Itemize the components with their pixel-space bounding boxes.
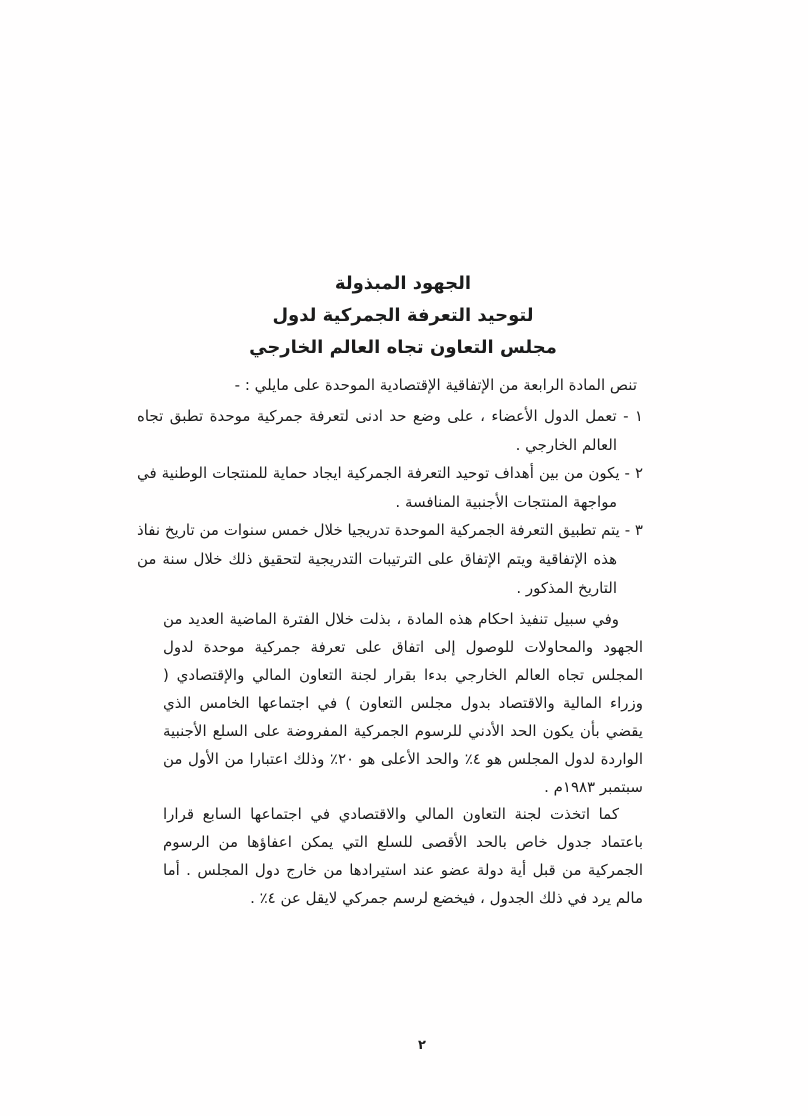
item-number-1: ١ - — [623, 407, 643, 425]
item-text-2: يكون من بين أهداف توحيد التعرفة الجمركية ايجاد حماية للمنتجات الوطنية في مواجهة المنتجات الأجنبية المنافسة . — [137, 464, 620, 511]
item-number-2: ٢ - — [624, 464, 643, 482]
list-item-3 — [137, 516, 643, 603]
body-paragraph-2: كما اتخذت لجنة التعاون المالي والاقتصادي في اجتماعها السابع قرارا باعتماد جدول خاص بالحد الأقصى للسلع التي يمكن اعفاؤها من الرسوم الجمركية من قبل أية دولة عضو عند استيرادها من خارج دول المجلس . أما مالم يرد في ذلك الجدول ، فيخضع لرسم جمركي لايقل عن ٤٪ . — [163, 805, 643, 907]
body-paragraph-1: وفي سبيل تنفيذ احكام هذه المادة ، بذلت خلال الفترة الماضية العديد من الجهود والمحاولات للوصول إلى اتفاق على تعرفة جمركية موحدة لدول المجلس تجاه العالم الخارجي بدءا بقرار لجنة التعاون المالي والإقتصادي ( وزراء المالية والاقتصاد بدول مجلس التعاون ) في اجتماعها الخامس الذي يقضي بأن يكون الحد الأدني للرسوم الجمركية المفروضة على السلع الأجنبية الواردة لدول المجلس هو ٤٪ والحد الأعلى هو ٢٠٪ وذلك اعتبارا من الأول من سبتمبر ١٩٨٣م . — [163, 610, 644, 796]
document-title — [163, 268, 643, 364]
item-text-3: يتم تطبيق التعرفة الجمركية الموحدة تدريجيا خلال خمس سنوات من تاريخ نفاذ هذه الإتفاقية ويتم الإتفاق على الترتيبات التدريجية لتحقيق ذلك خلال سنة من التاريخ المذكور . — [137, 521, 620, 597]
list-item-1 — [137, 402, 643, 460]
item-text-1: تعمل الدول الأعضاء ، على وضع حد ادنى لتعرفة جمركية موحدة تطبق تجاه العالم الخارجي . — [137, 407, 617, 454]
title-line-1: الجهود المبذولة — [334, 273, 472, 294]
page-number: ٢ — [418, 1038, 426, 1053]
list-item-2 — [137, 459, 643, 517]
title-line-3: مجلس التعاون تجاه العالم الخارجي — [249, 337, 557, 358]
item-number-3: ٣ - — [624, 521, 643, 539]
intro-paragraph: تنص المادة الرابعة من الإتفاقية الإقتصادية الموحدة على مايلي : - — [234, 376, 637, 394]
title-line-2: لتوحيد التعرفة الجمركية لدول — [272, 305, 534, 326]
